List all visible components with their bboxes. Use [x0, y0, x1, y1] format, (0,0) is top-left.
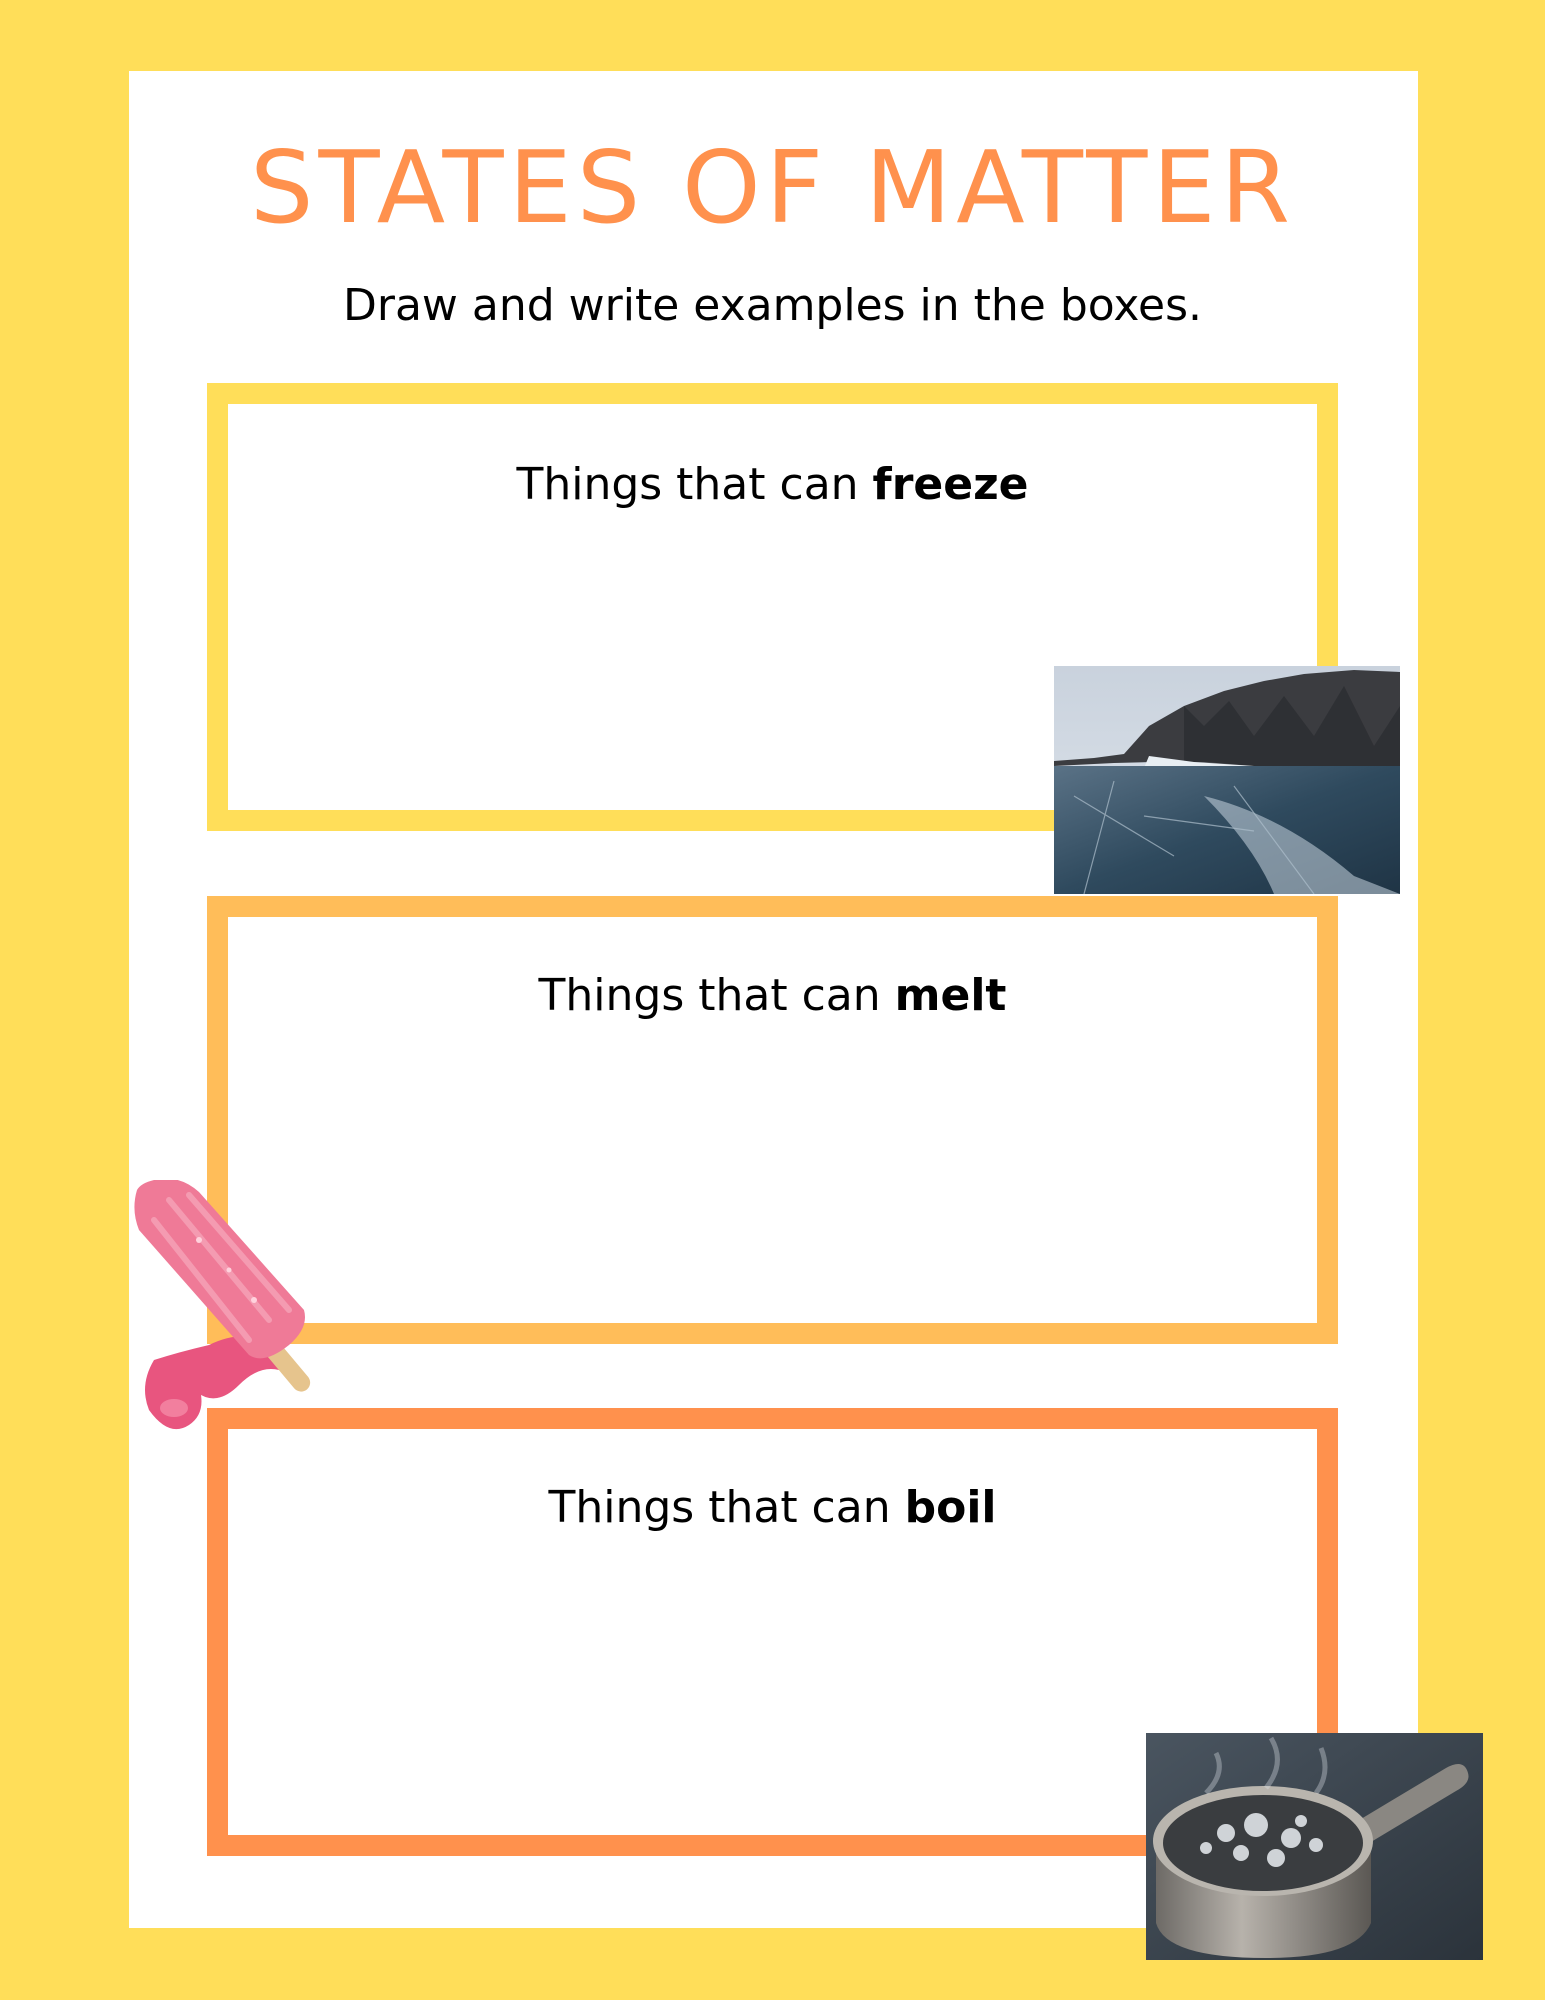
boil-box-keyword: boil — [904, 1482, 997, 1533]
worksheet-title: STATES OF MATTER — [250, 129, 1295, 246]
frozen-lake-photo — [1054, 666, 1400, 894]
freeze-box-keyword: freeze — [872, 459, 1029, 510]
boil-box-label — [228, 1482, 1317, 1533]
melt-box-label — [228, 970, 1317, 1021]
melt-box-keyword: melt — [894, 970, 1007, 1021]
freeze-box-label-prefix: Things that can — [516, 459, 873, 510]
melt-box-label-prefix: Things that can — [538, 970, 895, 1021]
freeze-box-label — [228, 459, 1317, 510]
boiling-pot-photo — [1146, 1733, 1483, 1960]
melt-answer-box[interactable] — [207, 896, 1338, 1344]
worksheet-instructions: Draw and write examples in the boxes. — [342, 280, 1203, 331]
boil-box-label-prefix: Things that can — [548, 1482, 905, 1533]
melting-popsicle-photo — [129, 1180, 339, 1438]
